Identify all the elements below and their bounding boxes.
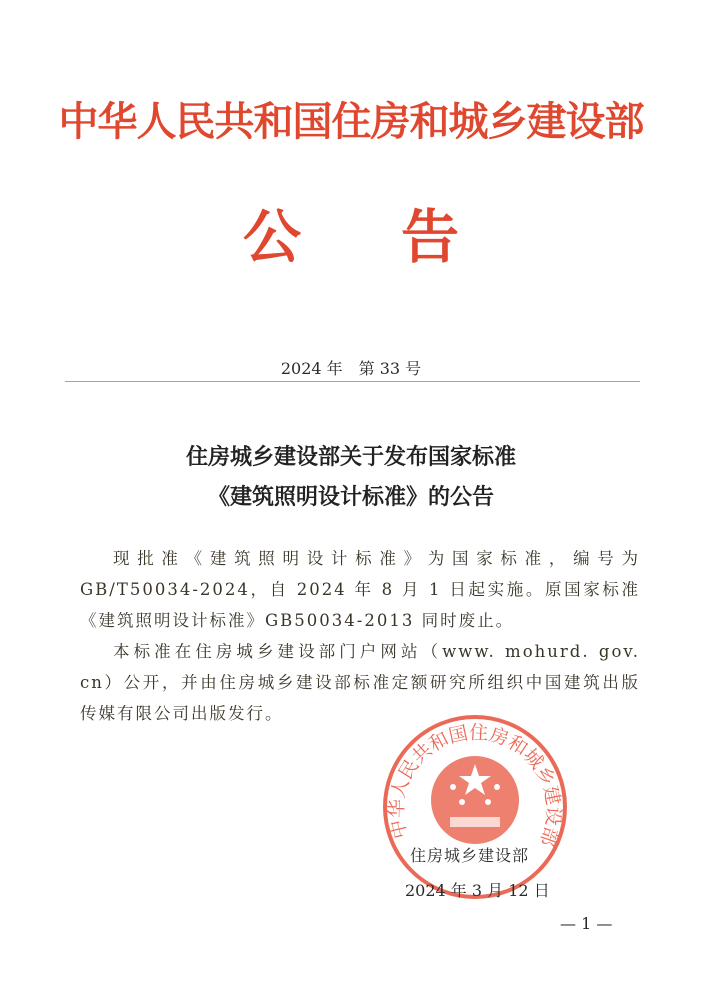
paragraph: 现批准《建筑照明设计标准》为国家标准，编号为 GB/T50034-2024，自 2024 年 8 月 1 日起实施。原国家标准《建筑照明设计标准》GB50034-2013 同时废止。 bbox=[80, 549, 640, 630]
official-seal bbox=[380, 712, 570, 902]
page-number: — 1 — bbox=[560, 914, 613, 933]
red-divider bbox=[65, 381, 640, 382]
title-line-2: 《建筑照明设计标准》的公告 bbox=[207, 484, 494, 510]
issuer-heading: 中华人民共和国住房和城乡建设部 bbox=[58, 98, 644, 145]
body-text bbox=[80, 543, 640, 729]
document-number: 2024 年 第 33 号 bbox=[280, 359, 422, 378]
paragraph: 本标准在住房城乡建设部门户网站（www. mohurd. gov. cn）公开，并由住房城乡建设部标准定额研究所组织中国建筑出版传媒有限公司出版发行。 bbox=[80, 642, 640, 723]
title-line-1: 住房城乡建设部关于发布国家标准 bbox=[185, 444, 516, 470]
seal-text: 中华人民共和国住房和城乡建设部 bbox=[385, 721, 565, 850]
signature-org: 住房城乡建设部 bbox=[410, 846, 530, 865]
signature-date: 2024 年 3 月 12 日 bbox=[405, 881, 550, 900]
document-type: 公告 bbox=[242, 203, 559, 271]
